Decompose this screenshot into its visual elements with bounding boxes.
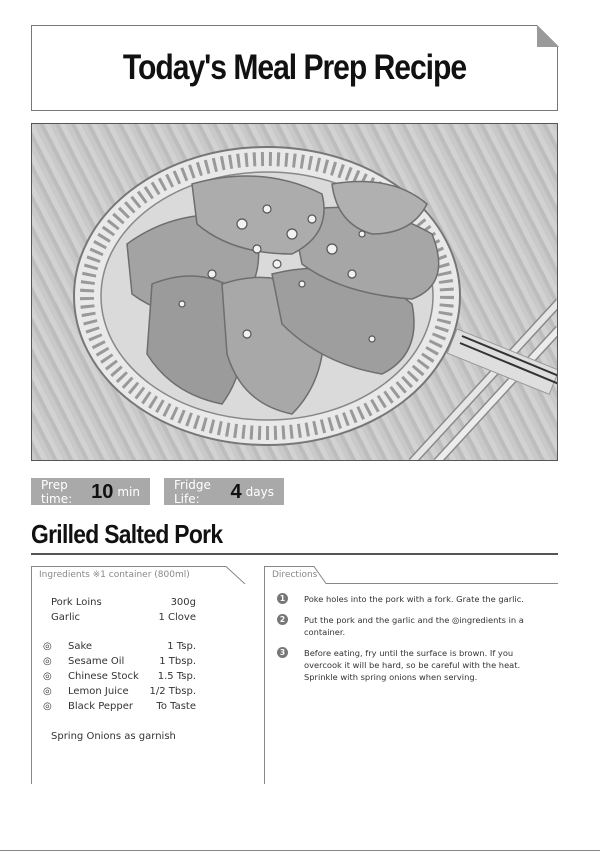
grilled-pork-plate-photo xyxy=(32,124,558,461)
directions-tab xyxy=(264,566,558,584)
list-item: ◎ Lemon Juice 1/2 Tbsp. xyxy=(43,686,196,697)
double-circle-icon: ◎ xyxy=(43,686,52,697)
prep-time-badge xyxy=(31,478,150,505)
ingredients-panel-border xyxy=(31,584,32,784)
title-banner xyxy=(31,25,558,111)
prep-time-unit: min xyxy=(117,484,140,499)
prep-time-value: 10 xyxy=(91,480,114,503)
prep-time-label: Prep time: xyxy=(41,477,73,506)
fridge-life-label: Fridge Life: xyxy=(174,477,211,506)
list-item: Garlic 1 Clove xyxy=(51,612,196,623)
ingredients-tab-label: Ingredients ※1 container (800ml) xyxy=(39,570,190,580)
directions-panel-border xyxy=(264,584,265,784)
fridge-life-badge xyxy=(164,478,284,505)
list-item: ◎ Sake 1 Tsp. xyxy=(43,641,196,652)
double-circle-icon: ◎ xyxy=(43,656,52,667)
direction-step: 2 Put the pork and the garlic and the ◎ingredients in a container. xyxy=(277,614,547,638)
directions-list xyxy=(277,593,547,692)
page-fold-corner xyxy=(537,25,559,47)
fridge-life-value: 4 xyxy=(230,480,242,503)
footer-divider xyxy=(0,850,600,851)
directions-tab-label: Directions xyxy=(272,570,318,580)
list-item: Pork Loins 300g xyxy=(51,597,196,608)
list-item: ◎ Sesame Oil 1 Tbsp. xyxy=(43,656,196,667)
fridge-life-unit: days xyxy=(245,484,274,499)
recipe-photo xyxy=(31,123,558,461)
double-circle-icon: ◎ xyxy=(43,701,52,712)
page-title: Today's Meal Prep Recipe xyxy=(122,48,467,87)
ingredients-list xyxy=(40,595,200,714)
step-number-icon: 3 xyxy=(277,647,288,658)
list-item: ◎ Black Pepper To Taste xyxy=(43,701,196,712)
step-number-icon: 1 xyxy=(277,593,288,604)
recipe-title: Grilled Salted Pork xyxy=(31,519,223,549)
title-divider xyxy=(31,553,558,555)
step-number-icon: 2 xyxy=(277,614,288,625)
double-circle-icon: ◎ xyxy=(43,641,52,652)
garnish-note: Spring Onions as garnish xyxy=(51,731,176,742)
double-circle-icon: ◎ xyxy=(43,671,52,682)
direction-step: 1 Poke holes into the pork with a fork. Grate the garlic. xyxy=(277,593,547,605)
list-item: ◎ Chinese Stock 1.5 Tsp. xyxy=(43,671,196,682)
ingredients-tab xyxy=(31,566,246,584)
direction-step: 3 Before eating, fry until the surface is brown. If you overcook it will be hard, so be careful with the heat. Sprinkle with spring onions when serving. xyxy=(277,647,547,683)
